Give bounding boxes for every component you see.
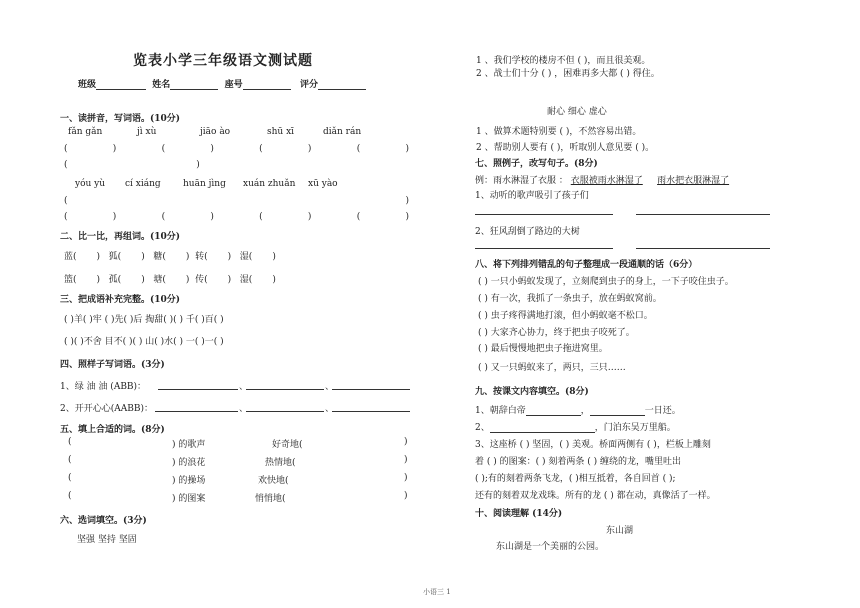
fill-sentence: 2 、帮助别人要有 ( )，听取别人意见要 ( )。 xyxy=(476,143,655,153)
pinyin-item: huān jìng xyxy=(183,179,226,189)
pinyin-item: yóu yù xyxy=(75,179,106,189)
word-choices: 耐心 细心 虚心 xyxy=(547,107,607,117)
fill-word: 热情地 xyxy=(265,458,293,468)
name-blank xyxy=(170,80,218,90)
answer-brackets: ( ) ( ) ( ) ( ) xyxy=(64,144,409,154)
poem-line-2: 2、 ，门泊东吴万里船。 xyxy=(475,423,676,433)
example-answer-a: 衣服被雨水淋湿了 xyxy=(570,176,643,186)
section-3-heading: 三、把成语补充完整。(10分) xyxy=(60,295,181,305)
score-blank xyxy=(318,80,366,90)
section-1-heading: 一、读拼音，写词语。(10分) xyxy=(60,114,181,124)
compare-row: 蓝( ) 狐( ) 糖( ) 转( ) 湿( ) xyxy=(64,252,276,262)
text-fill-line: 着 ( ) 的图案：( ) 刻着两条 ( ) 缠绕的龙，嘴里吐出 xyxy=(475,457,681,467)
poem-line-1: 1、朝辞白帝 ， 一日还。 xyxy=(475,406,681,416)
idiom-row: ( )羊( )牢 ( )先( )后 掏甜( )( ) 千( )百( ) xyxy=(64,315,224,325)
answer-line xyxy=(158,389,238,390)
seat-label: 座号 xyxy=(224,80,243,90)
pinyin-item: jì xù xyxy=(137,127,157,137)
fill-word: 的歌声 xyxy=(178,440,206,450)
section-9-heading: 九、按课文内容填空。(8分) xyxy=(475,387,589,397)
section-8-heading: 八、将下列排列错乱的句子整理成一段通顺的话（6分） xyxy=(475,260,698,270)
example-sentence: 例：雨水淋湿了衣服 ： 衣服被雨水淋湿了 雨水把衣服淋湿了 xyxy=(475,176,730,186)
answer-line xyxy=(636,214,770,215)
order-item: ( ) 有一次，我抓了一条虫子，放在蚂蚁窝前。 xyxy=(478,294,662,304)
section-7-heading: 七、照例子，改写句子。(8分) xyxy=(475,159,598,169)
pinyin-item: xū yào xyxy=(308,179,338,189)
word-pattern-b: 2、开开心心(AABB)： xyxy=(60,404,153,414)
answer-line xyxy=(332,389,410,390)
fill-word: 的浪花 xyxy=(178,458,206,468)
idiom-row: ( )( )不舍 目不( )( ) 山( )水( ) 一( )一( ) xyxy=(64,337,224,347)
answer-brackets: ( ) ( ) ( ) ( ) xyxy=(64,212,409,222)
order-item: ( ) 大家齐心协力，终于把虫子咬死了。 xyxy=(478,328,635,338)
fill-sentence: 1 、我们学校的楼房不但 ( )，而且很美观。 xyxy=(476,56,651,66)
pinyin-item: fǎn gǎn xyxy=(68,127,103,137)
fill-sentence: 1 、做算术题特别要 ( )，不然容易出错。 xyxy=(476,127,642,137)
seat-blank xyxy=(243,80,291,90)
fill-word: 欢快地 xyxy=(258,476,286,486)
answer-brackets: ( ) xyxy=(64,160,200,170)
score-label: 评分 xyxy=(300,80,319,90)
text-fill-line: 还有的刻着双龙戏珠。所有的龙 ( ) 都在动，真像活了一样。 xyxy=(475,491,716,501)
fill-word: 的操场 xyxy=(178,476,206,486)
answer-line xyxy=(246,411,324,412)
fill-word: 好奇地 xyxy=(272,440,300,450)
pinyin-item: cí xiáng xyxy=(125,179,161,189)
answer-line xyxy=(636,248,770,249)
name-label: 姓名 xyxy=(152,80,171,90)
order-item: ( ) 虫子疼得满地打滚，但小蚂蚁毫不松口。 xyxy=(478,311,653,321)
student-info-row xyxy=(78,77,366,90)
example-answer-b: 雨水把衣服淋湿了 xyxy=(657,176,730,186)
story-title: 东山湖 xyxy=(606,526,634,536)
order-item: ( ) 又一只蚂蚁来了，两只，三只…… xyxy=(478,363,626,373)
class-label: 班级 xyxy=(78,80,97,90)
rewrite-question: 1、动听的歌声吸引了孩子们 xyxy=(475,191,589,201)
rewrite-question: 2、狂风刮倒了路边的大树 xyxy=(475,227,580,237)
compare-row: 篮( ) 孤( ) 塘( ) 传( ) 湿( ) xyxy=(64,275,276,285)
pinyin-item: diǎn rán xyxy=(323,127,362,137)
section-4-heading: 四、照样子写词语。(3分) xyxy=(60,360,165,370)
section-10-heading: 十、阅读理解 (14分) xyxy=(475,509,563,519)
pinyin-item: xuán zhuǎn xyxy=(243,179,296,189)
section-2-heading: 二、比一比，再组词。(10分) xyxy=(60,232,181,242)
page-footer: 小语三 1 xyxy=(423,588,451,596)
answer-line xyxy=(475,248,613,249)
story-text: 东山湖是一个美丽的公园。 xyxy=(496,542,605,552)
fill-word: 的图案 xyxy=(178,494,206,504)
section-6-heading: 六、选词填空。(3分) xyxy=(60,516,147,526)
word-pattern-a: 1、绿 油 油 (ABB)： xyxy=(60,382,147,392)
fill-word: 悄悄地 xyxy=(255,494,283,504)
answer-line xyxy=(155,411,238,412)
fill-sentence: 2 、战士们十分 ( ) ，困难再多大都 ( ) 得住。 xyxy=(476,69,660,79)
text-fill-line: 3、这座桥 ( ) 坚固，( ) 美观。桥面两侧有 ( )，栏板上雕刻 xyxy=(475,440,711,450)
answer-line xyxy=(246,389,324,390)
word-choices: 坚强 坚持 坚固 xyxy=(77,535,137,545)
pinyin-item: shū xī xyxy=(267,127,295,137)
pinyin-item: jiāo ào xyxy=(200,127,231,137)
text-fill-line: ( );有的刻着两条飞龙，( )相互抵着，各自回首 ( ); xyxy=(475,474,676,484)
section-5-heading: 五、填上合适的词。(8分) xyxy=(60,425,165,435)
class-blank xyxy=(96,80,146,90)
order-item: ( ) 最后慢慢地把虫子拖进窝里。 xyxy=(478,344,608,354)
page-title: 览表小学三年级语文测试题 xyxy=(133,53,313,69)
answer-line xyxy=(332,411,410,412)
order-item: ( ) 一只小蚂蚁发现了，立刻爬到虫子的身上，一下子咬住虫子。 xyxy=(478,277,734,287)
answer-line xyxy=(475,214,613,215)
answer-brackets: ( ) xyxy=(64,196,409,206)
